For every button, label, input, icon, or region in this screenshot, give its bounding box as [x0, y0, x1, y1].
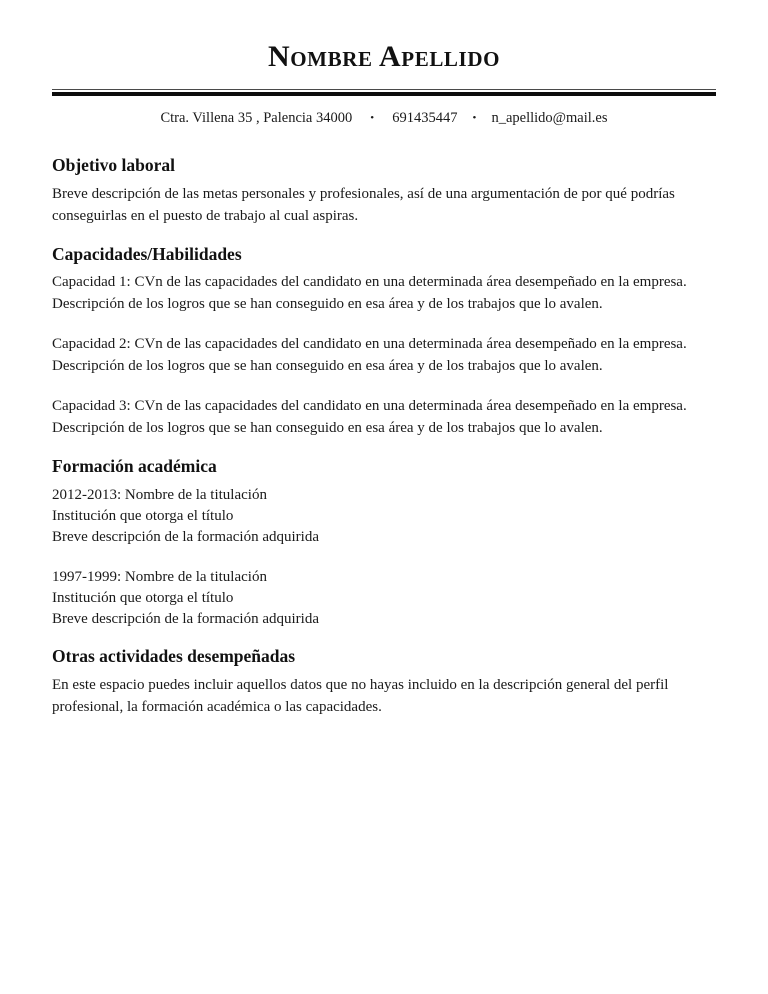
contact-bullet-separator-1: •	[370, 111, 375, 124]
education-entry	[52, 485, 707, 549]
education-institution: Institución que otorga el título	[52, 508, 234, 524]
education-description: Breve descripción de la formación adquirida	[52, 529, 319, 546]
objetivo-paragraph: Breve descripción de las metas personales y profesionales, así de una argumentación de por qué podrías conseguirlas en el puesto de trabajo al cual aspiras.	[52, 185, 675, 224]
capacidad-paragraph: Capacidad 1: CVn de las capacidades del candidato en una determinada área desempeñado en la empresa. Descripción de los logros que se han conseguido en esa área y de los trabajos que lo avalen.	[52, 274, 687, 313]
education-period-title: 2012-2013: Nombre de la titulación	[52, 486, 267, 503]
capacidad-paragraph: Capacidad 3: CVn de las capacidades del candidato en una determinada área desempeñado en la empresa. Descripción de los logros que se han conseguido en esa área y de los trabajos que lo avalen.	[52, 398, 687, 436]
contact-bullet-separator-2: •	[472, 111, 477, 124]
section-heading-capacidades-habilidades: Capacidades/Habilidades	[52, 243, 242, 264]
section-heading-objetivo-laboral: Objetivo laboral	[52, 154, 175, 175]
candidate-name: Nombre Apellido	[267, 40, 501, 73]
education-description: Breve descripción de la formación adquirida	[52, 611, 319, 628]
cv-body	[52, 155, 716, 719]
education-institution: Institución que otorga el título	[52, 589, 234, 606]
section-formacion-academica	[52, 456, 716, 631]
section-heading-otras-actividades: Otras actividades desempeñadas	[52, 646, 296, 667]
contact-phone: 691435447	[392, 110, 458, 127]
contact-address: Ctra. Villena 35 , Palencia 34000	[160, 110, 353, 127]
cv-header	[52, 0, 716, 129]
capacidad-paragraph: Capacidad 2: CVn de las capacidades del candidato en una determinada área desempeñado en la empresa. Descripción de los logros que se han conseguido en esa área y de los trabajos que lo avalen.	[52, 336, 687, 375]
contact-email: n_apellido@mail.es	[491, 110, 608, 127]
section-otras-actividades	[52, 646, 716, 719]
otras-actividades-paragraph: En este espacio puedes incluir aquellos datos que no hayas incluido en la descripción general del perfil profesional, la formación académica o las capacidades.	[52, 677, 669, 716]
section-capacidades-habilidades	[52, 244, 716, 440]
education-period-title: 1997-1999: Nombre de la titulación	[52, 568, 267, 585]
header-divider	[52, 89, 716, 96]
section-objetivo-laboral	[52, 155, 716, 228]
contact-line	[52, 109, 716, 129]
section-heading-formacion-academica: Formación académica	[52, 455, 217, 476]
header-divider-thick-line	[52, 92, 716, 96]
education-entry	[52, 567, 707, 631]
